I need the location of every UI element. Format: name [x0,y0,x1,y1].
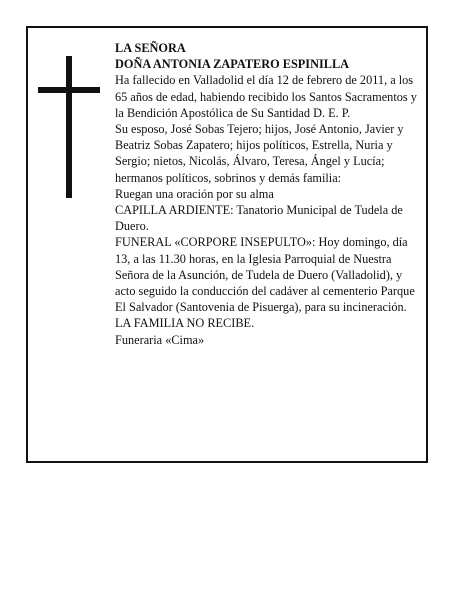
funeral-info: FUNERAL «CORPORE INSEPULTO»: Hoy domingo, día 13, a las 11.30 horas, en la Iglesia Parroquial de Nuestra Señora de la Asunción, de Tudela de Duero (Valladolid), y acto seguido la conducción del cadáver al cementerio Parque El Salvador (Santovenia de Pisuerga), para su incineración. [115,235,415,315]
notice-title: LA SEÑORA [115,41,186,55]
funeral-home: Funeraria «Cima» [115,332,205,347]
death-announcement: Ha fallecido en Valladolid el día 12 de febrero de 2011, a los 65 años de edad, habiendo recibido los Santos Sacramentos y la Bendición Apostólica de Su Santidad D. E. P. [115,73,417,120]
cross-vertical-bar [66,56,72,198]
notice-text [115,40,421,348]
cross-horizontal-bar [38,87,100,93]
deceased-name: DOÑA ANTONIA ZAPATERO ESPINILLA [115,57,350,72]
family-no-visits: LA FAMILIA NO RECIBE. [115,316,255,331]
family-list: Su esposo, José Sobas Tejero; hijos, José Antonio, Javier y Beatriz Sobas Zapatero; hijos políticos, Estrella, Nuria y Sergio; nietos, Nicolás, Álvaro, Teresa, Ángel y Lucía; hermanos políticos, sobrinos y demás familia: [115,122,404,185]
death-notice-frame [26,26,428,463]
cross-icon [38,56,100,198]
prayer-request: Ruegan una oración por su alma [115,186,274,201]
chapel-info: CAPILLA ARDIENTE: Tanatorio Municipal de Tudela de Duero. [115,203,403,234]
